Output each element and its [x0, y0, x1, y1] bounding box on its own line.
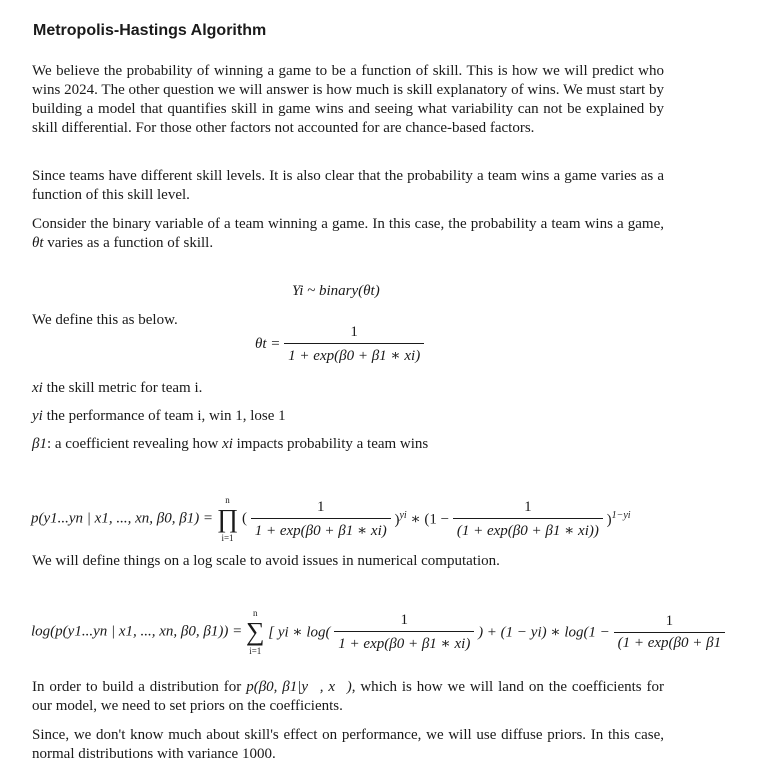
likelihood-close-2: )$^{1-yi}$ — [606, 509, 631, 528]
x-description — [32, 379, 202, 398]
distribution-paragraph-b: , which is how we will land on the coefficients for our model, we need to set priors on the coefficients. — [32, 679, 665, 714]
theta-numerator: 1 — [350, 324, 358, 340]
xi-symbol: xi — [32, 380, 43, 396]
y-description — [32, 407, 286, 426]
priors-paragraph: Since, we don't know much about skill's effect on performance, we will use diffuse priors. In this case, normal distributions with variance 1000. — [32, 727, 664, 762]
power-one-minus-yi: 1−yi — [611, 509, 631, 521]
product-upper-limit: n — [225, 495, 230, 505]
y-description-text: the performance of team i, win 1, lose 1 — [46, 408, 286, 424]
sum-upper-limit: n — [252, 608, 258, 618]
binary-paragraph — [32, 215, 664, 253]
yi-binary-formula: Yi ~ binary(θt) — [292, 283, 380, 299]
likelihood-open-paren: ( — [241, 510, 247, 527]
page-title: Metropolis-Hastings Algorithm — [33, 22, 267, 39]
log-numerator-1: 1 — [400, 611, 409, 628]
log-numerator-2: 1 — [665, 612, 674, 629]
product-lower-limit: i=1 — [221, 533, 234, 543]
define-text: We define this as below. — [32, 312, 178, 328]
theta-t-inline: θt — [32, 235, 44, 251]
intro-paragraph: We believe the probability of winning a game to be a function of skill. This is how we will predict who wins 2024. The other question we will answer is how much is skill explanatory of wins. We must start by building a model that quantifies skill in game wins and seeing what variability can not be explained by skill differential. For those other factors not accounted for are chance-based factors. — [32, 63, 664, 136]
likelihood-denominator-2-text: 1 + exp(β0 + β1 ∗ xi) — [461, 522, 594, 539]
likelihood-denominator-1: 1 + exp(β0 + β1 ∗ xi) — [251, 518, 391, 540]
likelihood-denominator-2: (1 + exp(β0 + β1 ∗ xi)) — [453, 518, 603, 540]
posterior-inline: p(β0, β1|y⃗, x⃗) — [246, 679, 352, 695]
theta-denominator: 1 + exp(β0 + β1 ∗ xi) — [284, 343, 424, 365]
sum-symbol: ∑ — [245, 617, 265, 646]
skill-paragraph: Since teams have different skill levels. It is also clear that the probability a team wins a game varies as a function of this skill level. — [32, 168, 664, 203]
theta-lhs: θt = — [255, 336, 281, 352]
likelihood-formula — [31, 494, 631, 544]
likelihood-lhs: p(y1...yn | x1, ..., xn, β0, β1) = — [31, 510, 214, 527]
beta1-description-b: impacts probability a team wins — [236, 436, 429, 452]
beta1-description — [32, 435, 428, 454]
likelihood-numerator-1: 1 — [316, 498, 325, 515]
product-symbol: ∏ — [216, 504, 239, 533]
x-description-text: the skill metric for team i. — [46, 380, 203, 396]
log-term-1: [ yi ∗ log( — [268, 624, 331, 641]
log-likelihood-lhs: log(p(y1...yn | x1, ..., xn, β0, β1)) = — [31, 623, 243, 640]
beta1-description-a: : a coefficient revealing how — [46, 436, 219, 452]
theta-formula — [255, 324, 424, 365]
log-fraction-2 — [614, 613, 726, 652]
likelihood-fraction-2 — [453, 499, 603, 540]
likelihood-times-one-minus: ∗ (1 − — [410, 511, 450, 528]
xi-symbol-2: xi — [222, 436, 233, 452]
sum-operator — [246, 607, 265, 657]
log-likelihood-formula — [31, 607, 725, 657]
likelihood-numerator-2: 1 — [524, 498, 532, 515]
binary-paragraph-start: Consider the binary variable of a team winning a game. In this case, the probability a team wins a game, — [32, 216, 664, 232]
log-denominator-2: (1 + exp(β0 + β1 — [614, 632, 726, 652]
product-operator — [217, 494, 238, 544]
log-term-2: ) + (1 − yi) ∗ log(1 − — [478, 624, 610, 641]
log-denominator-1: 1 + exp(β0 + β1 ∗ xi) — [334, 631, 474, 653]
log-scale-text: We will define things on a log scale to avoid issues in numerical computation. — [32, 553, 500, 569]
theta-fraction — [284, 324, 424, 365]
binary-paragraph-end: varies as a function of skill. — [47, 235, 214, 251]
sum-lower-limit: i=1 — [249, 646, 262, 656]
distribution-paragraph — [32, 678, 664, 716]
log-fraction-1 — [334, 612, 474, 653]
power-yi: yi — [399, 509, 407, 521]
beta1-symbol: β1 — [32, 436, 47, 452]
yi-symbol: yi — [32, 408, 43, 424]
likelihood-fraction-1 — [251, 499, 391, 540]
distribution-paragraph-a: In order to build a distribution for — [32, 679, 242, 695]
likelihood-close-1: )$^{yi}$ — [394, 509, 407, 528]
